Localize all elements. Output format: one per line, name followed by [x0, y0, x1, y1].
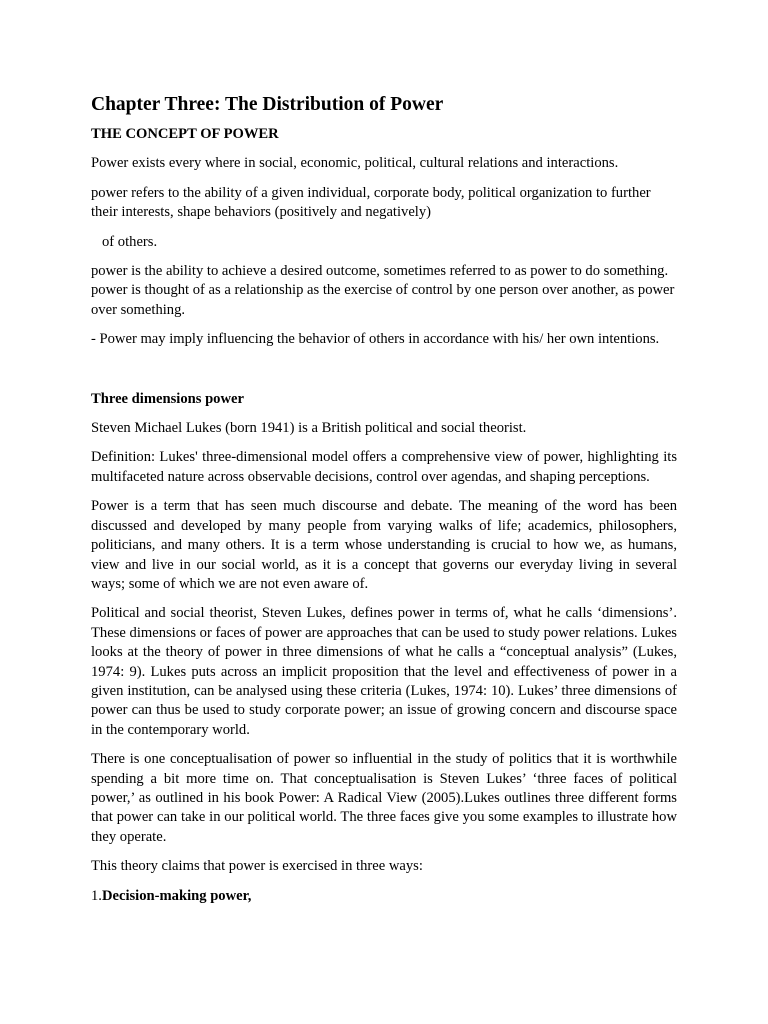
- section-heading-three-dimensions: Three dimensions power: [91, 390, 244, 407]
- paragraph-power-refers: power refers to the ability of a given individual, corporate body, political organization to further their interests, shape behaviors (positively and negatively): [91, 184, 651, 221]
- paragraph-power-term: Power is a term that has seen much discourse and debate. The meaning of the word has been discussed and developed by many people from varying walks of life; academics, philosophers, politicians, and many others. It is a term whose understanding is crucial to how we, as humans, view and live in our social world, as it is a concept that governs our everyday living in several ways; some of which we are not even aware of.: [91, 498, 677, 592]
- paragraph-definition: Definition: Lukes' three-dimensional model offers a comprehensive view of power, highlighting its multifaceted nature across observable decisions, control over agendas, and shaping perceptions.: [91, 449, 677, 485]
- paragraph-three-faces: There is one conceptualisation of power so influential in the study of politics that it is worthwhile spending a bit more time on. That conceptualisation is Steven Lukes’ ‘three faces of political power,’ as outlined in his book Power: A Radical View (2005).Lukes outlines three different forms that power can take in our political world. The three faces give you some examples to illustrate how they operate.: [91, 751, 677, 845]
- paragraph-lukes-dimensions: Political and social theorist, Steven Lukes, defines power in terms of, what he calls ‘dimensions’. These dimensions or faces of power are approaches that can be used to study power relations. Lukes looks at the theory of power in three dimensions of what he calls a “conceptual analysis” (Lukes, 1974: 9). Lukes puts across an implicit proposition that the level and effectiveness of power in a given institution, can be analysed using these criteria (Lukes, 1974: 10). Lukes’ three dimensions of power can thus be used to study corporate power; an issue of growing concern and discourse space in the contemporary world.: [91, 605, 677, 738]
- paragraph-of-others: of others.: [102, 233, 158, 250]
- paragraph-power-ability: power is the ability to achieve a desired outcome, sometimes referred to as power to do something. power is thought of as a relationship as the exercise of control by one person over another, as power over something.: [91, 263, 675, 318]
- paragraph-three-ways: This theory claims that power is exercised in three ways:: [91, 858, 423, 875]
- list-item-decision-making: [91, 887, 677, 906]
- list-item-label: Decision-making power,: [101, 887, 252, 904]
- list-item-number: 1.: [91, 887, 102, 904]
- paragraph-lukes-intro: Steven Michael Lukes (born 1941) is a British political and social theorist.: [91, 420, 527, 437]
- document-page: [91, 92, 677, 916]
- spacer: [91, 360, 677, 390]
- paragraph-power-exists: Power exists every where in social, economic, political, cultural relations and interactions.: [91, 155, 619, 172]
- section-heading-concept-of-power: THE CONCEPT OF POWER: [91, 126, 279, 142]
- chapter-title: Chapter Three: The Distribution of Power: [91, 94, 444, 115]
- paragraph-power-influence: - Power may imply influencing the behavior of others in accordance with his/ her own intentions.: [91, 331, 660, 348]
